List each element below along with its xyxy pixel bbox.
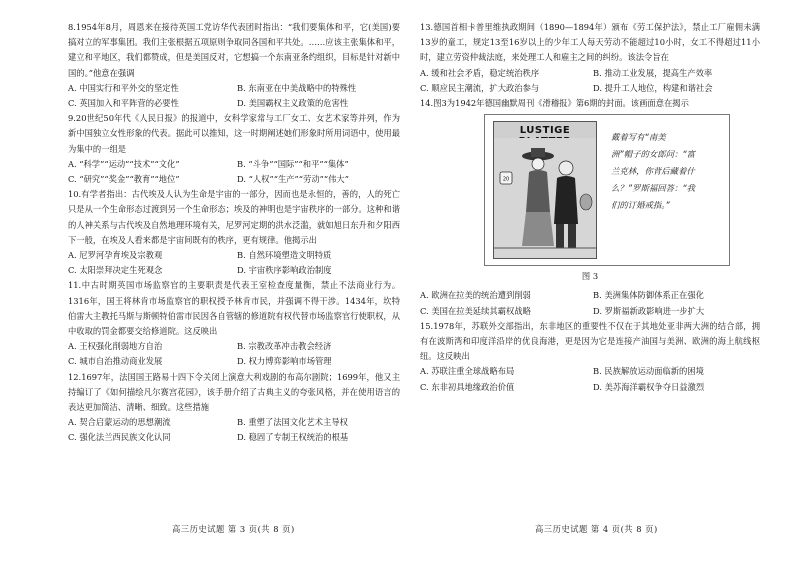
option: A. 缓和社会矛盾，稳定统治秩序 <box>420 67 540 78</box>
option: C. 太阳崇拜决定生死观念 <box>68 265 163 276</box>
question-10: 10.有学者指出：古代埃及人认为生命是宇宙的一部分，因而也是永恒的，善的，人的死亡只是从一个生命形态过渡到另一个生命形态；埃及的神明也是宇宙秩序的一部分。这种和谐的人神关系与古代埃及自然地理环境有关，尼罗河定期的洪水泛滥，就如旭日东升和夕阳西下一般，在埃及人看来都是宇宙间既有的秩序，更有规律。他揭示出 <box>68 189 400 245</box>
question-8: 8.1954年8月，周恩来在接待英国工党访华代表团时指出：“我们要集体和平，它(美国)要搞对立的军事集团。我们主张根据五项原则争取同各国和平共处。……应该主张集体和平，建立和平地区，我们都赞成，但是美国反对，它想搞一个东南亚条约组织，目标是针对新中国的。”他意在强调 <box>68 22 400 78</box>
page-footer-right: 高三历史试题 第 4 页(共 8 页) <box>535 524 658 534</box>
option: D. 稳固了专制王权统治的根基 <box>237 432 349 443</box>
option: B. “斗争”“国际”“和平”“集体” <box>237 158 349 169</box>
option: A. 苏联注重全球战略布局 <box>420 366 515 377</box>
option: D. 美国霸权主义政策的危害性 <box>237 98 349 109</box>
caption-line: 戴着写有“南美 <box>611 132 666 143</box>
question-13-options <box>420 66 760 96</box>
question-14: 14.图3为1942年德国幽默周刊《滑稽报》第6期的封面。该画面意在揭示 <box>420 98 689 109</box>
option: C. 强化法兰西民族文化认同 <box>68 432 171 443</box>
page-footer-left: 高三历史试题 第 3 页(共 8 页) <box>172 524 295 534</box>
caption-line: 么？”罗斯福回答：“我 <box>611 183 696 194</box>
figure-3 <box>484 114 730 266</box>
option: A. 王权强化削弱地方自治 <box>68 341 163 352</box>
caption-line: 洲”帽子的女郎问：“富 <box>611 149 696 160</box>
option: B. 重塑了法国文化艺术主导权 <box>237 417 348 428</box>
option: A. 欧洲在拉美的统治遭到削弱 <box>420 290 531 301</box>
option: B. 美洲集体防御体系正在强化 <box>593 290 704 301</box>
svg-text:20: 20 <box>502 176 510 183</box>
option: D. 宇宙秩序影响政治制度 <box>237 265 332 276</box>
option: D. 罗斯福新政影响进一步扩大 <box>593 305 705 316</box>
option: D. “人权”“生产”“劳动”“伟大” <box>237 174 349 185</box>
question-13: 13.德国首相卡普里维执政期间（1890—1894年）颁布《劳工保护法》，禁止工厂雇佣未满13岁的童工，规定13至16岁以上的少年工人每天劳动不能超过10小时，女工不得超过11小时，建立劳资仲裁法庭，来处理工人和雇主之间的纠纷。该法令旨在 <box>420 22 760 63</box>
caption-line: 兰克林，你背后藏着什 <box>611 166 695 177</box>
option: A. “科学”“运动”“技术”“文化” <box>68 158 180 169</box>
option: C. 东非初具地缘政治价值 <box>420 381 515 392</box>
magazine-masthead: LUSTIGE <box>519 125 571 137</box>
option: C. “研究”“奖金”“教育”“地位” <box>68 174 180 185</box>
option: C. 城市自治推动商业发展 <box>68 356 163 367</box>
figure-caption <box>611 129 719 214</box>
option: B. 自然环境塑造文明特质 <box>237 250 332 261</box>
question-11-options <box>68 339 400 369</box>
option: B. 推动工业发展，提高生产效率 <box>593 67 713 78</box>
option: A. 尼罗河孕育埃及宗教观 <box>68 250 163 261</box>
question-15-options <box>420 364 760 394</box>
option: C. 美国在拉美延续其霸权战略 <box>420 305 531 316</box>
option: D. 提升工人地位，构建和谐社会 <box>593 82 713 93</box>
question-12: 12.1697年，法国国王路易十四下令关闭上演意大利戏剧的布高尔剧院；1699年，他又主持编订了《如何描绘凡尔赛宫花园》，该手册介绍了古典主义的夸张风格，并在使用语言的表达更加简洁、清晰、细致。这些措施 <box>68 371 400 413</box>
option: C. 顺应民主潮流，扩大政治参与 <box>420 82 540 93</box>
magazine-cover-image <box>493 121 597 259</box>
option: C. 英国加入和平阵营的必要性 <box>68 98 179 109</box>
question-8-options <box>68 81 400 111</box>
option: B. 宗教改革冲击教会经济 <box>237 341 332 352</box>
option: B. 民族解放运动面临新的困境 <box>593 366 704 377</box>
question-9-options <box>68 157 400 187</box>
question-10-options <box>68 248 400 278</box>
question-9: 9.20世纪50年代《人民日报》的报道中，女科学家常与工厂女工、女艺术家等并列，作为新中国独立女性形象的代表。据此可以推知，这一时期阐述她们形象时所用词语中，使用最为集中的一组是 <box>68 113 400 154</box>
option: A. 契合启蒙运动的思想潮流 <box>68 417 171 428</box>
caption-line: 们的订婚戒指。” <box>611 200 670 211</box>
option: B. 东南亚在中美战略中的特殊性 <box>237 82 357 93</box>
right-page <box>420 0 760 578</box>
question-14-options <box>420 288 760 318</box>
figure-label: 图 3 <box>581 271 599 282</box>
left-page <box>68 0 400 578</box>
option: A. 中国实行和平外交的坚定性 <box>68 82 179 93</box>
question-11: 11.中古时期英国市场监察官的主要职责是代表王室检查度量衡，禁止不法商业行为。1316年，国王将林肯市场监察官的职权授予林肯市民，并强调不得干涉。1434年，坎特伯雷大主教托马斯与斯顿特伯雷市民因各自管辖的修道院有权代替市场监察官行使职权，从中收取的罚金都要交给修道院。这反映出 <box>68 280 400 337</box>
option: D. 权力博弈影响市场管理 <box>237 356 332 367</box>
option: D. 美苏海洋霸权争夺日益激烈 <box>593 381 705 392</box>
question-12-options <box>68 415 400 445</box>
cartoon-illustration <box>494 138 596 258</box>
question-15: 15.1978年，苏联外交部指出，东非地区的重要性不仅在于其地处亚非两大洲的结合部，拥有在波斯湾和印度洋沿岸的优良海港，更是因为它是连接产油国与美洲、欧洲的海上航线枢纽。这反映出 <box>420 320 760 362</box>
